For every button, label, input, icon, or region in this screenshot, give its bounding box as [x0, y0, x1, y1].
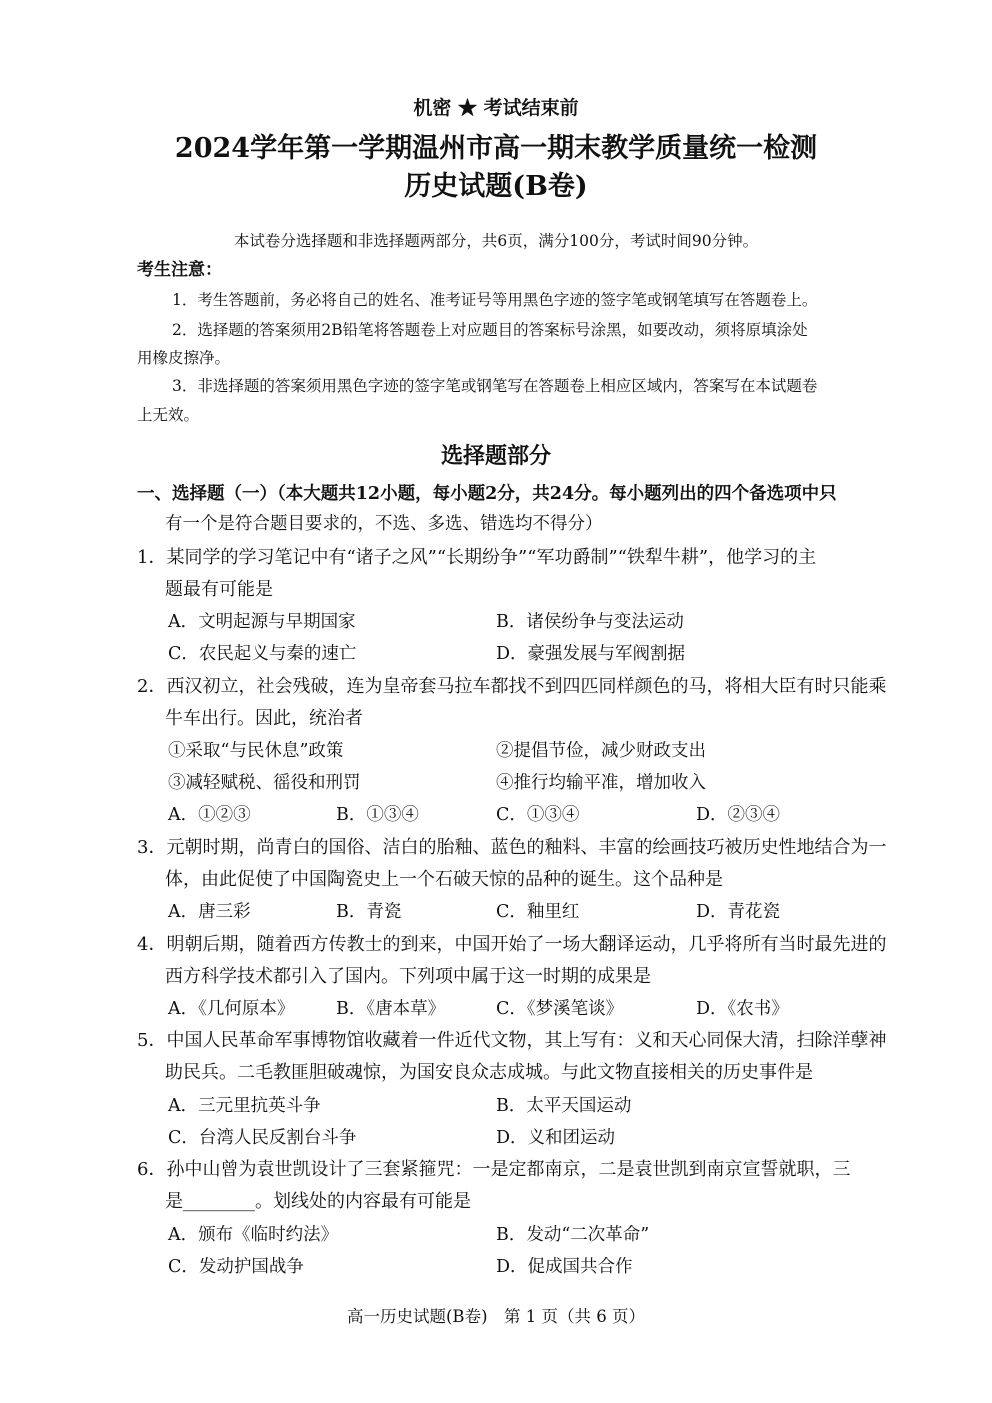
notice-line: 2．选择题的答案须用2B铅笔将答题卷上对应题目的答案标号涂黑，如要改动，须将原填涂处	[172, 321, 808, 339]
option-c: C．发动护国战争	[168, 1257, 304, 1277]
notice-line: 上无效。	[137, 406, 200, 424]
option-d: D．《农书》	[696, 999, 789, 1019]
option-c: C．台湾人民反割台斗争	[168, 1128, 357, 1148]
question-stem: 1．某同学的学习笔记中有“诸子之风”“长期纷争”“军功爵制”“铁犁牛耕”，他学习的主	[137, 547, 817, 568]
option-a: A．唐三彩	[168, 902, 251, 922]
option-c: C．农民起义与秦的速亡	[168, 644, 357, 664]
statement-item: ④推行均输平准，增加收入	[496, 773, 706, 793]
section-title: 选择题部分	[440, 443, 551, 469]
statement-item: ②提倡节俭，减少财政支出	[496, 741, 706, 761]
question-stem: 4．明朝后期，随着西方传教士的到来，中国开始了一场大翻译运动，几乎将所有当时最先进的	[137, 934, 887, 955]
option-a: A．颁布《临时约法》	[168, 1225, 339, 1245]
question-stem: 助民兵。二毛教匪胆破魂惊，为国安良众志成城。与此文物直接相关的历史事件是	[165, 1062, 813, 1083]
option-c: C．《梦溪笔谈》	[496, 999, 624, 1019]
option-a: A．《几何原本》	[168, 999, 295, 1019]
exam-title: 2024学年第一学期温州市高一期末教学质量统一检测	[174, 133, 818, 164]
option-d: D．义和团运动	[496, 1128, 616, 1148]
option-d: D．青花瓷	[696, 902, 781, 922]
option-b: B．青瓷	[336, 902, 402, 922]
question-stem: 牛车出行。因此，统治者	[165, 708, 363, 729]
option-c: C．①③④	[496, 805, 580, 825]
notice-line: 3．非选择题的答案须用黑色字迹的签字笔或钢笔写在答题卷上相应区域内，答案写在本试题卷	[172, 377, 818, 395]
part-header-cont: 有一个是符合题目要求的，不选、多选、错选均不得分）	[165, 514, 603, 534]
option-b: B．发动“二次革命”	[496, 1225, 650, 1245]
question-stem: 西方科学技术都引入了国内。下列项中属于这一时期的成果是	[165, 966, 651, 987]
question-stem: 2．西汉初立，社会残破，连为皇帝套马拉车都找不到四匹同样颜色的马，将相大臣有时只能乘	[137, 676, 887, 697]
notice-heading: 考生注意：	[137, 260, 222, 280]
question-stem: 5．中国人民革命军事博物馆收藏着一件近代文物，其上写有：义和天心同保大清，扫除洋孽神	[137, 1030, 887, 1051]
option-d: D．豪强发展与军阀割据	[496, 644, 686, 664]
option-c: C．釉里红	[496, 902, 580, 922]
option-a: A．三元里抗英斗争	[168, 1096, 321, 1116]
option-a: A．文明起源与早期国家	[168, 612, 356, 632]
statement-item: ①采取“与民休息”政策	[168, 741, 344, 761]
page-footer: 高一历史试题(B卷) 第 1 页（共 6 页）	[347, 1307, 645, 1326]
option-b: B．诸侯纷争与变法运动	[496, 612, 684, 632]
option-a: A．①②③	[168, 805, 251, 825]
question-stem: 题最有可能是	[165, 579, 273, 600]
exam-subtitle: 历史试题(B卷)	[404, 171, 588, 202]
part-header: 一、选择题（一）（本大题共12小题，每小题2分，共24分。每小题列出的四个备选项中只	[137, 484, 837, 504]
question-stem: 6．孙中山曾为袁世凯设计了三套紧箍咒：一是定都南京，二是袁世凯到南京宣誓就职，三	[137, 1159, 851, 1180]
question-stem: 3．元朝时期，尚青白的国俗、洁白的胎釉、蓝色的釉料、丰富的绘画技巧被历史性地结合为一	[137, 837, 887, 858]
question-stem: 是________。划线处的内容最有可能是	[165, 1191, 471, 1212]
notice-line: 用橡皮擦净。	[137, 349, 231, 367]
option-d: D．促成国共合作	[496, 1257, 633, 1277]
option-b: B．①③④	[336, 805, 419, 825]
option-d: D．②③④	[696, 805, 781, 825]
statement-item: ③减轻赋税、徭役和刑罚	[168, 773, 361, 793]
option-b: B．太平天国运动	[496, 1096, 632, 1116]
notice-line: 1．考生答题前，务必将自己的姓名、准考证号等用黑色字迹的签字笔或钢笔填写在答题卷上。	[172, 291, 818, 309]
question-stem: 体，由此促使了中国陶瓷史上一个石破天惊的品种的诞生。这个品种是	[165, 869, 723, 890]
exam-intro: 本试卷分选择题和非选择题两部分，共6页，满分100分，考试时间90分钟。	[233, 232, 759, 250]
confidential-label: 机密 ★ 考试结束前	[413, 97, 579, 119]
option-b: B．《唐本草》	[336, 999, 446, 1019]
